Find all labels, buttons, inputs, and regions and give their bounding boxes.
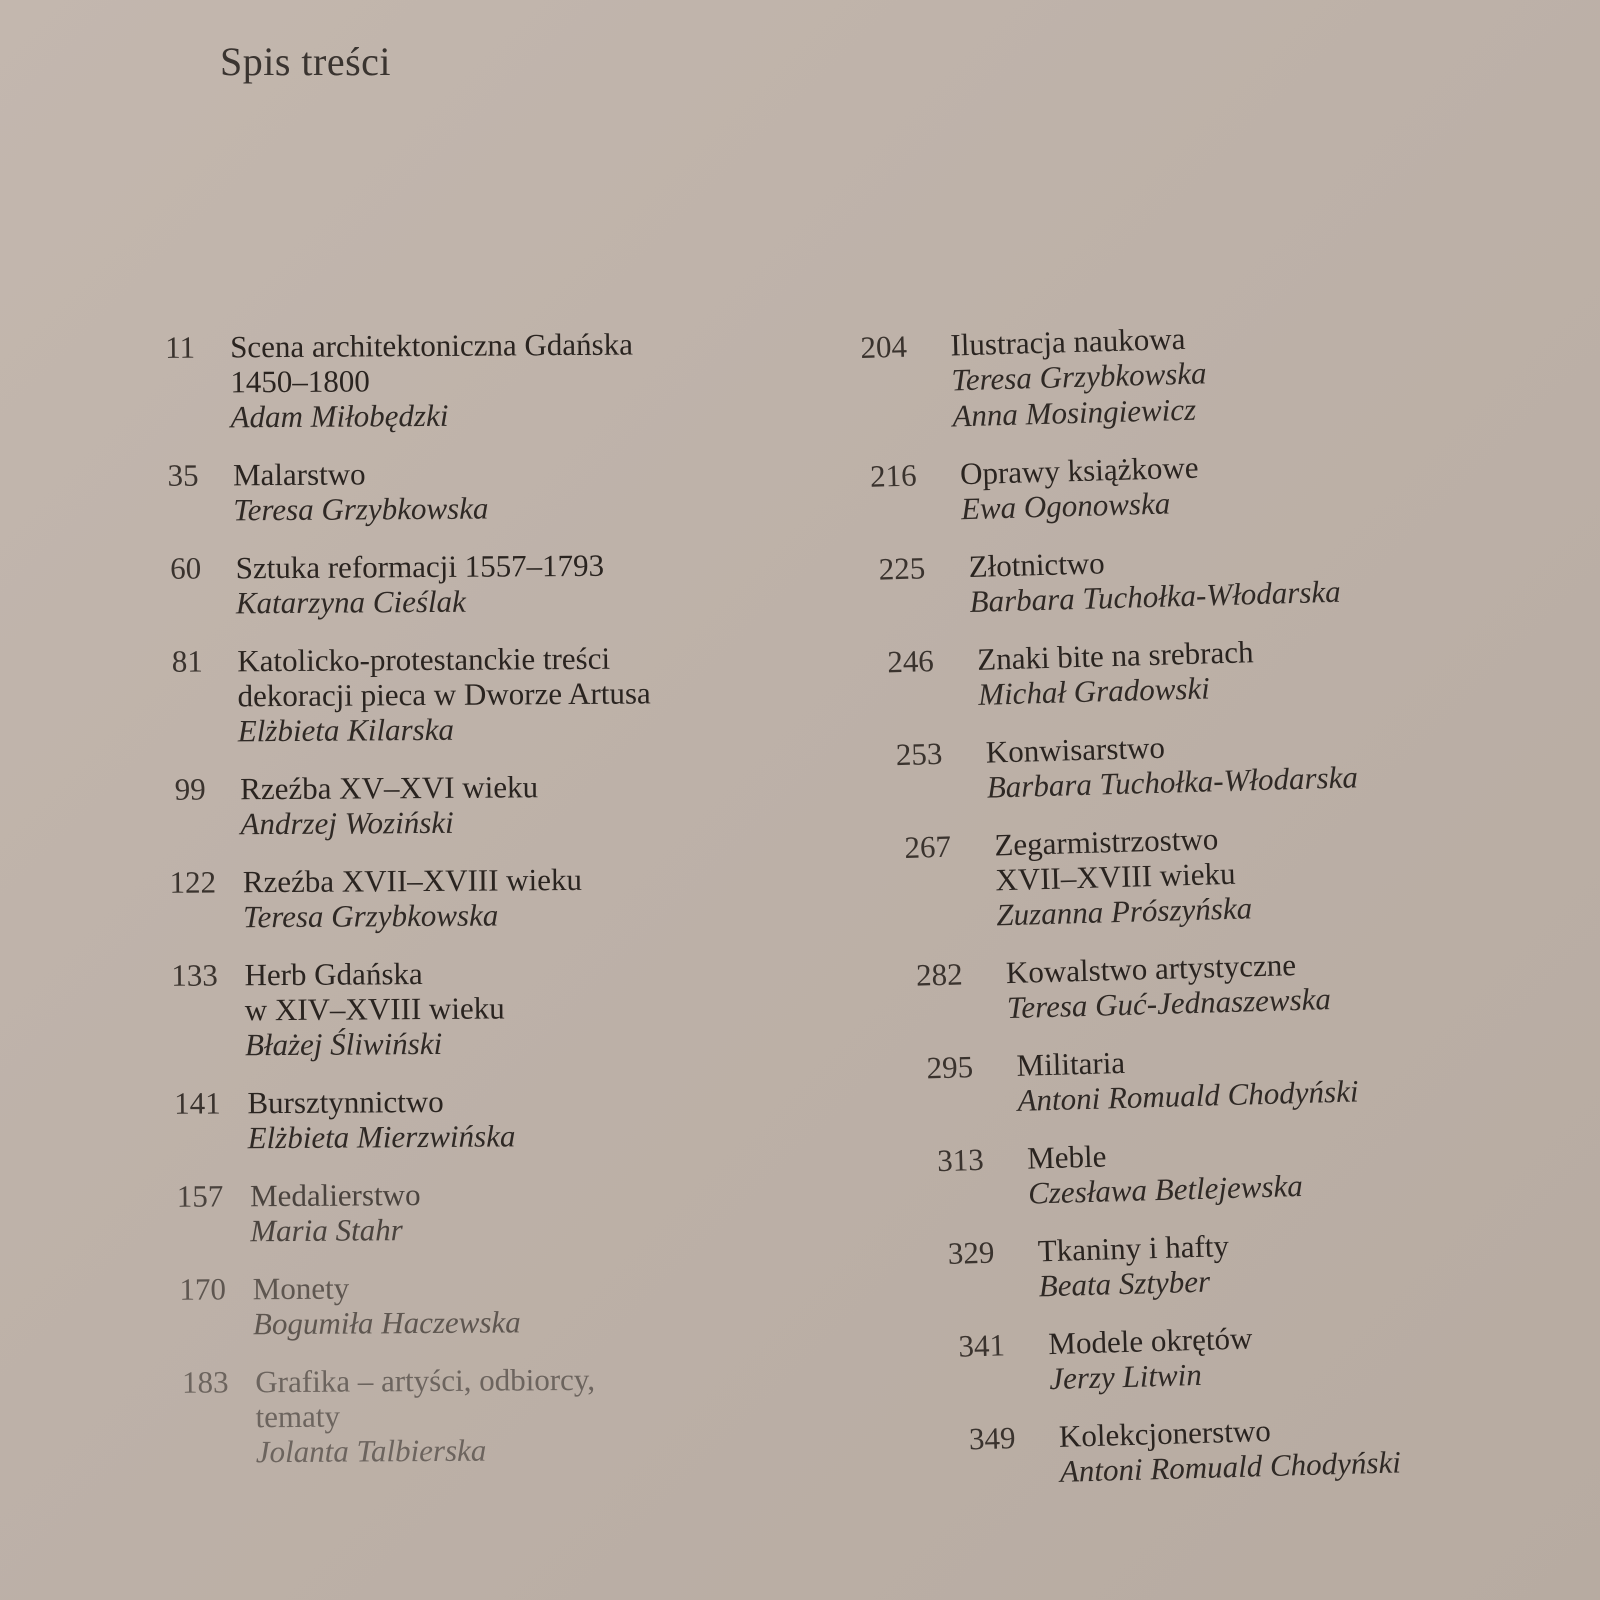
toc-chapter-title: Tkaniny i hafty [1037,1228,1230,1269]
toc-author: Katarzyna Cieślak [235,583,466,621]
toc-entry [150,768,763,843]
toc-entry [904,812,1557,936]
toc-entry [157,1082,765,1157]
toc-page-number: 141 [174,1085,221,1121]
toc-chapter-title: Ilustracja naukowa [949,320,1186,363]
toc-chapter-title: Konwisarstwo [985,729,1166,770]
toc-page-number: 11 [165,329,196,365]
toc-chapter-title: Katolicko-protestanckie treści dekoracji pieca w Dworze Artusa [237,640,651,714]
toc-column-left [140,326,768,1493]
toc-author: Błażej Śliwiński [244,1025,443,1063]
toc-entry [937,1126,1565,1214]
toc-entry [146,547,762,622]
toc-page-number: 313 [936,1141,985,1179]
toc-author: Antoni Romuald Chodyński [1059,1444,1402,1489]
toc-entry [153,861,764,936]
toc-page-number: 267 [903,828,952,865]
toc-page-number: 225 [878,550,926,587]
toc-column-right [860,311,1573,1517]
toc-chapter-title: Rzeźba XVII–XVIII wieku [242,861,583,900]
toc-entry [926,1033,1562,1122]
toc-page-number: 81 [171,643,203,679]
toc-author: Beata Sztyber [1038,1263,1211,1304]
toc-page-number: 99 [174,771,206,807]
toc-chapter-title: Zegarmistrzostwo XVII–XVIII wieku [993,821,1236,898]
toc-chapter-title: Grafika – artyści, odbiorcy, tematy [255,1361,596,1435]
toc-page-number: 170 [179,1271,227,1307]
toc-chapter-title: Kolekcjonerstwo [1058,1412,1272,1454]
toc-entry [160,1175,766,1250]
toc-author: Zuzanna Prószyńska [995,890,1253,933]
toc-author: Michał Gradowski [977,670,1211,712]
toc-page-number: 282 [915,956,964,993]
toc-page-number: 204 [860,328,908,365]
toc-page-number: 349 [968,1420,1016,1457]
toc-author: Ewa Ogonowska [960,485,1171,527]
toc-author: Jolanta Talbierska [255,1432,487,1470]
toc-entry [878,533,1548,623]
toc-chapter-title: Modele okrętów [1047,1320,1253,1362]
toc-chapter-title: Monety [252,1270,350,1307]
toc-chapter-title: Militaria [1016,1044,1126,1083]
toc-chapter-title: Oprawy książkowe [959,449,1199,492]
toc-author: Barbara Tuchołka-Włodarska [986,759,1359,805]
toc-chapter-title: Scena architektoniczna Gdańska 1450–1800 [229,326,634,400]
toc-page-number: 246 [886,643,935,680]
toc-entry [969,1405,1573,1493]
toc-author: Czesława Betlejewska [1027,1167,1304,1211]
toc-author: Jerzy Litwin [1048,1356,1203,1397]
toc-page-number: 157 [176,1178,224,1214]
toc-author: Adam Miłobędzki [230,397,449,435]
toc-chapter-title: Sztuka reformacji 1557–1793 [235,547,605,586]
toc-chapter-title: Malarstwo [232,456,366,493]
toc-entry [143,454,761,529]
toc-chapter-title: Rzeźba XV–XVI wieku [240,769,539,807]
toc-author: Maria Stahr [250,1212,403,1249]
toc-author: Teresa Grzybkowska [242,897,499,935]
toc-page-number: 133 [171,957,218,993]
toc-chapter-title: Medalierstwo [249,1177,421,1214]
toc-chapter-title: Herb Gdańska w XIV–XVIII wieku [244,956,505,1028]
toc-page-number: 295 [926,1049,974,1086]
toc-author: Elżbieta Mierzwińska [247,1118,516,1156]
toc-author: Barbara Tuchołka-Włodarska [969,573,1342,620]
toc-entry [958,1312,1570,1400]
toc-page-number: 35 [167,457,199,493]
toc-author: Bogumiła Haczewska [252,1304,521,1342]
toc-entry [870,440,1546,530]
toc-entry [147,640,763,750]
page-title: Spis treści [220,39,392,84]
toc-author: Elżbieta Kilarska [237,711,455,749]
toc-entry [154,954,765,1064]
toc-entry [947,1219,1567,1307]
toc-chapter-title: Kowalstwo artystyczne [1005,947,1297,991]
toc-page-number: 329 [947,1234,995,1271]
toc-entry [916,940,1560,1029]
toc-page-number: 341 [957,1327,1006,1364]
toc-entry [860,311,1543,437]
toc-entry [165,1361,768,1471]
toc-entry [140,326,761,436]
toc-page-number: 122 [169,864,217,900]
toc-page-number: 216 [869,457,918,494]
toc-author: Teresa Grzybkowska Anna Mosingiewicz [950,355,1208,434]
toc-chapter-title: Złotnictwo [968,545,1106,585]
toc-author: Teresa Grzybkowska [233,490,489,528]
toc-author: Teresa Guć-Jednaszewska [1006,981,1332,1026]
toc-chapter-title: Znaki bite na srebrach [976,634,1254,677]
toc-chapter-title: Bursztynnictwo [247,1083,444,1121]
toc-author: Andrzej Woziński [240,804,454,842]
toc-entry [163,1268,767,1343]
toc-page-number: 183 [181,1364,229,1400]
toc-chapter-title: Meble [1026,1138,1107,1176]
toc-author: Antoni Romuald Chodyński [1017,1073,1359,1118]
toc-page-number: 60 [170,550,202,586]
toc-entry [887,626,1551,715]
toc-entry [895,719,1553,808]
toc-page-number: 253 [895,735,943,773]
